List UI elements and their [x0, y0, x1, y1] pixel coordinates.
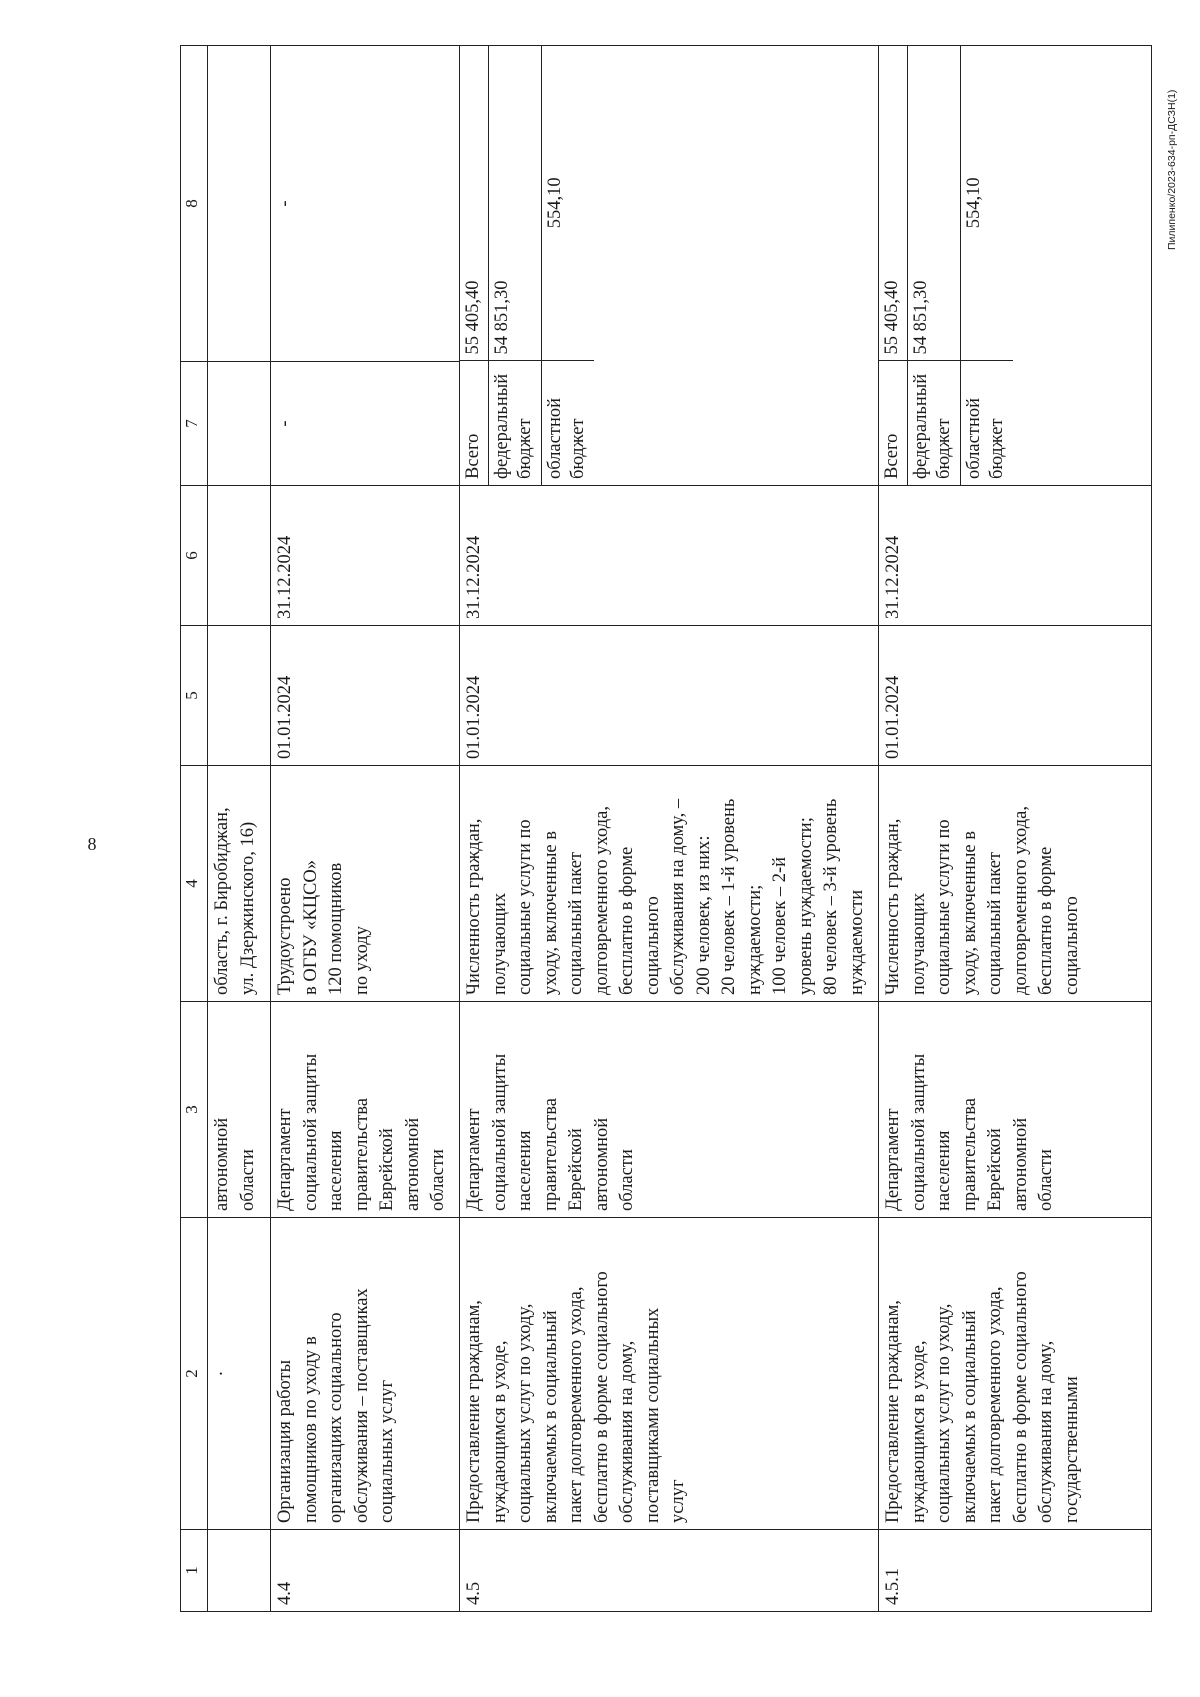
- funding-row-federal: [908, 45, 961, 485]
- col-header-2: 2: [181, 1218, 208, 1530]
- funding-row-total: [460, 45, 489, 485]
- end-date: 31.12.2024: [271, 486, 460, 626]
- funding-amount: 554,10: [545, 177, 565, 229]
- continuation-result: область, г. Биробиджан, ул. Дзержинского, 16): [208, 766, 271, 1002]
- col-header-3: 3: [181, 1002, 208, 1218]
- funding-amount: 554,10: [964, 177, 984, 229]
- funding-amount: 54 851,30: [908, 45, 961, 361]
- funding-amount: 55 405,40: [460, 45, 489, 361]
- col-header-8: 8: [181, 46, 208, 362]
- row-number: 4.5.1: [879, 1530, 1152, 1612]
- table-row-4-5: [460, 46, 879, 1612]
- expected-result: Численность граждан, получающих социальные услуги по уходу, включенные в социальный пакет долговременного ухода, бесплатно в форме социального: [879, 766, 1152, 1002]
- row-number: 4.4: [271, 1530, 460, 1612]
- table-row-4-4: [271, 46, 460, 1612]
- table-row-4-5-1: [879, 46, 1152, 1612]
- end-date: 31.12.2024: [460, 486, 879, 626]
- col-header-1: 1: [181, 1530, 208, 1612]
- continuation-num: [208, 1530, 271, 1612]
- continuation-amount: [208, 46, 271, 362]
- funding-source: Всего: [460, 361, 489, 485]
- funding-source: федеральный бюджет: [489, 361, 542, 485]
- col-header-5: 5: [181, 626, 208, 766]
- column-number-row: [181, 46, 208, 1612]
- funding-cell: [879, 46, 1152, 486]
- funding-source: областной бюджет: [961, 361, 1014, 485]
- funding-source: Всего: [879, 361, 908, 485]
- document-footer-code: Пилипенко/2023-634-рп-ДСЗН(1): [1166, 89, 1178, 250]
- start-date: 01.01.2024: [460, 626, 879, 766]
- continuation-executor: автономной области: [208, 1002, 271, 1218]
- funding-subtable: [879, 45, 1013, 485]
- continuation-row: [208, 46, 271, 1612]
- funding-source: -: [271, 362, 460, 486]
- end-date: 31.12.2024: [879, 486, 1152, 626]
- activity-name: Предоставление гражданам, нуждающимся в уходе, социальных услуг по уходу, включаемых в социальный пакет долговременного ухода, бесплатно в форме социального обслуживания на дому, государственными: [879, 1218, 1152, 1530]
- funding-row-federal: [489, 45, 542, 485]
- funding-row-regional: [961, 45, 1014, 485]
- activity-name: Предоставление гражданам, нуждающимся в уходе, социальных услуг по уходу, включаемых в социальный пакет долговременного ухода, бесплатно в форме социального обслуживания на дому, поставщиками социальных услуг: [460, 1218, 879, 1530]
- page-number: 8: [87, 834, 97, 854]
- funding-amount: 54 851,30: [489, 45, 542, 361]
- responsible-executor: Департамент социальной защиты населения правительства Еврейской автономной области: [879, 1002, 1152, 1218]
- continuation-source: [208, 362, 271, 486]
- col-header-7: 7: [181, 362, 208, 486]
- plan-table: [180, 45, 1152, 1612]
- expected-result: Трудоустроено в ОГБУ «КЦСО» 120 помощников по уходу: [271, 766, 460, 1002]
- continuation-name: ·: [208, 1218, 271, 1530]
- rotated-table-container: [180, 46, 1152, 1612]
- funding-source: областной бюджет: [542, 361, 595, 485]
- expected-result: Численность граждан, получающих социальные услуги по уходу, включенные в социальный пакет долговременного ухода, бесплатно в форме социального обслуживания на дому, – 200 человек, из них: 20 человек – 1-й уровень нуждаемости; 100 человек – 2-й уровень нуждаемости; 80 человек – 3-й уровень нуждаемости: [460, 766, 879, 1002]
- funding-amount: 55 405,40: [879, 45, 908, 361]
- continuation-end: [208, 486, 271, 626]
- start-date: 01.01.2024: [879, 626, 1152, 766]
- funding-amount: -: [271, 46, 460, 362]
- responsible-executor: Департамент социальной защиты населения правительства Еврейской автономной области: [271, 1002, 460, 1218]
- start-date: 01.01.2024: [271, 626, 460, 766]
- funding-cell: [460, 46, 879, 486]
- continuation-start: [208, 626, 271, 766]
- funding-subtable: [460, 45, 594, 485]
- col-header-6: 6: [181, 486, 208, 626]
- funding-row-total: [879, 45, 908, 485]
- funding-source: федеральный бюджет: [908, 361, 961, 485]
- col-header-4: 4: [181, 766, 208, 1002]
- responsible-executor: Департамент социальной защиты населения правительства Еврейской автономной области: [460, 1002, 879, 1218]
- row-number: 4.5: [460, 1530, 879, 1612]
- funding-row-regional: [542, 45, 595, 485]
- activity-name: Организация работы помощников по уходу в организациях социального обслуживания – поставщиках социальных услуг: [271, 1218, 460, 1530]
